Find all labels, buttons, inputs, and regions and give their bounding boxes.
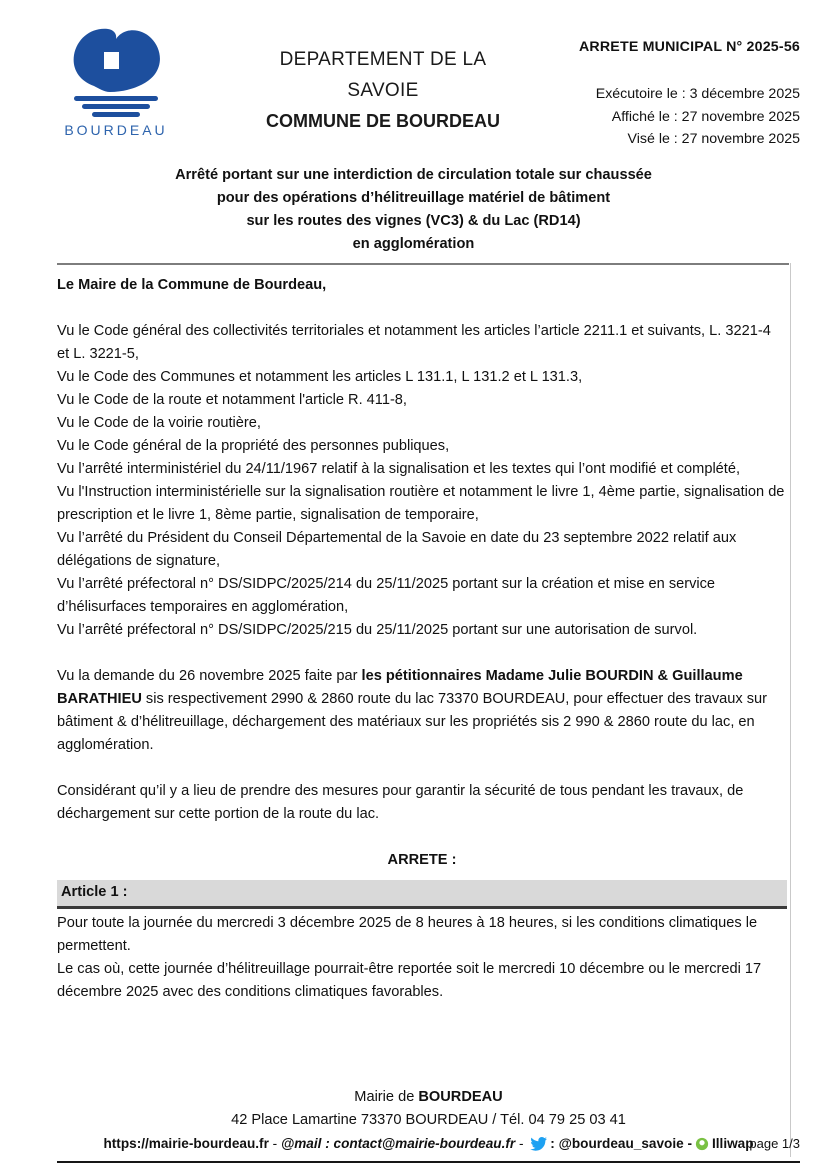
salutation: Le Maire de la Commune de Bourdeau, xyxy=(57,277,327,293)
document-header xyxy=(0,0,827,164)
illiwap-icon xyxy=(695,1137,709,1151)
logo-wordmark: BOURDEAU xyxy=(64,122,168,138)
bourdeau-logo-icon xyxy=(58,22,174,118)
vu-item: Vu l’arrêté préfectoral n° DS/SIDPC/2025/215 du 25/11/2025 portant sur une autorisation de survol. xyxy=(57,622,698,638)
executoire-date: Exécutoire le : 3 décembre 2025 xyxy=(595,86,800,102)
title-line-1: Arrêté portant sur une interdiction de circulation totale sur chaussée xyxy=(175,167,652,183)
scan-artifact-line xyxy=(790,263,791,1157)
header-right xyxy=(579,36,800,151)
title-line-4: en agglomération xyxy=(352,236,475,252)
article-1-text-line1: Pour toute la journée du mercredi 3 décembre 2025 de 8 heures à 18 heures, si les conditions climatiques le permettent. xyxy=(57,915,758,954)
footer-org-name: BOURDEAU xyxy=(418,1089,503,1105)
illiwap-label: Illiwap xyxy=(711,1136,754,1151)
footer-contact-line xyxy=(57,1133,800,1155)
vu-item: Vu le Code de la route et notamment l'article R. 411-8, xyxy=(57,392,407,408)
separator: - xyxy=(268,1136,281,1151)
petitionnaires-names: les pétitionnaires Madame Julie BOURDIN & Guillaume BARATHIEU xyxy=(57,668,743,707)
article-1-text-line2: Le cas où, cette journée d’hélitreuillage pourrait-être reportée soit le mercredi 10 décembre ou le mercredi 17 décembre 2025 avec des conditions climatiques favorables. xyxy=(57,961,762,1000)
considerant-paragraph: Considérant qu’il y a lieu de prendre des mesures pour garantir la sécurité de tous pendant les travaux, de déchargement sur cette portion de la route du lac. xyxy=(57,783,744,822)
vu-item: Vu le Code général des collectivités territoriales et notamment les articles l’article 2211.1 et suivants, L. 3221-4 et L. 3221-5, xyxy=(57,323,771,362)
document-footer xyxy=(57,1086,800,1163)
arrete-number: ARRETE MUNICIPAL N° 2025-56 xyxy=(578,39,800,55)
document-title xyxy=(0,164,827,256)
vu-item: Vu le Code de la voirie routière, xyxy=(57,415,261,431)
website-url: https://mairie-bourdeau.fr xyxy=(103,1136,269,1151)
vu-item: Vu l’arrêté du Président du Conseil Départemental de la Savoie en date du 23 septembre 2022 relatif aux délégations de signature, xyxy=(57,530,737,569)
vu-item: Vu l'Instruction interministérielle sur la signalisation routière et notamment le livre 1, 4ème partie, signalisation de prescription et le livre 1, 8ème partie, signalisation de temporaire, xyxy=(57,484,785,523)
vu-item: Vu le Code des Communes et notamment les articles L 131.1, L 131.2 et L 131.3, xyxy=(57,369,583,385)
arrete-heading: ARRETE : xyxy=(387,852,457,868)
header-center xyxy=(168,44,598,137)
footer-org-prefix: Mairie de xyxy=(354,1089,419,1105)
demande-suffix: sis respectivement 2990 & 2860 route du lac 73370 BOURDEAU, pour effectuer des travaux sur bâtiment & d’hélitreuillage, déchargement des matériaux sur les propriétés sis 2 990 & 2860 route du lac, en agglomération. xyxy=(57,691,768,753)
vise-date: Visé le : 27 novembre 2025 xyxy=(627,131,800,147)
page-number: page 1/3 xyxy=(749,1136,800,1151)
footer-rule xyxy=(57,1161,800,1163)
title-line-2: pour des opérations d’hélitreuillage matériel de bâtiment xyxy=(216,190,611,206)
title-line-3: sur les routes des vignes (VC3) & du Lac (RD14) xyxy=(246,213,581,229)
twitter-handle: : @bourdeau_savoie - xyxy=(550,1136,692,1151)
commune-name: COMMUNE DE BOURDEAU xyxy=(266,111,500,131)
affiche-date: Affiché le : 27 novembre 2025 xyxy=(611,108,800,125)
vu-item: Vu le Code général de la propriété des personnes publiques, xyxy=(57,438,450,454)
demande-paragraph xyxy=(57,665,787,757)
article-1-heading: Article 1 : xyxy=(57,880,787,909)
email-address: @mail : contact@mairie-bourdeau.fr xyxy=(280,1136,516,1151)
vu-item: Vu l’arrêté interministériel du 24/11/1967 relatif à la signalisation et les textes qui l’ont modifié et complété, xyxy=(57,461,741,477)
separator: - xyxy=(515,1136,528,1151)
demande-prefix: Vu la demande du 26 novembre 2025 faite par xyxy=(57,668,362,684)
twitter-icon xyxy=(530,1137,547,1151)
vu-item: Vu l’arrêté préfectoral n° DS/SIDPC/2025/214 du 25/11/2025 portant sur la création et mise en service d’hélisurfaces temporaires en agglomération, xyxy=(57,576,716,615)
commune-logo xyxy=(58,22,174,142)
footer-org xyxy=(57,1086,800,1109)
footer-address: 42 Place Lamartine 73370 BOURDEAU / Tél. 04 79 25 03 41 xyxy=(231,1112,626,1128)
department-name-line2: SAVOIE xyxy=(347,80,419,101)
department-name-line1: DEPARTEMENT DE LA xyxy=(279,49,487,70)
document-body xyxy=(0,265,827,1004)
